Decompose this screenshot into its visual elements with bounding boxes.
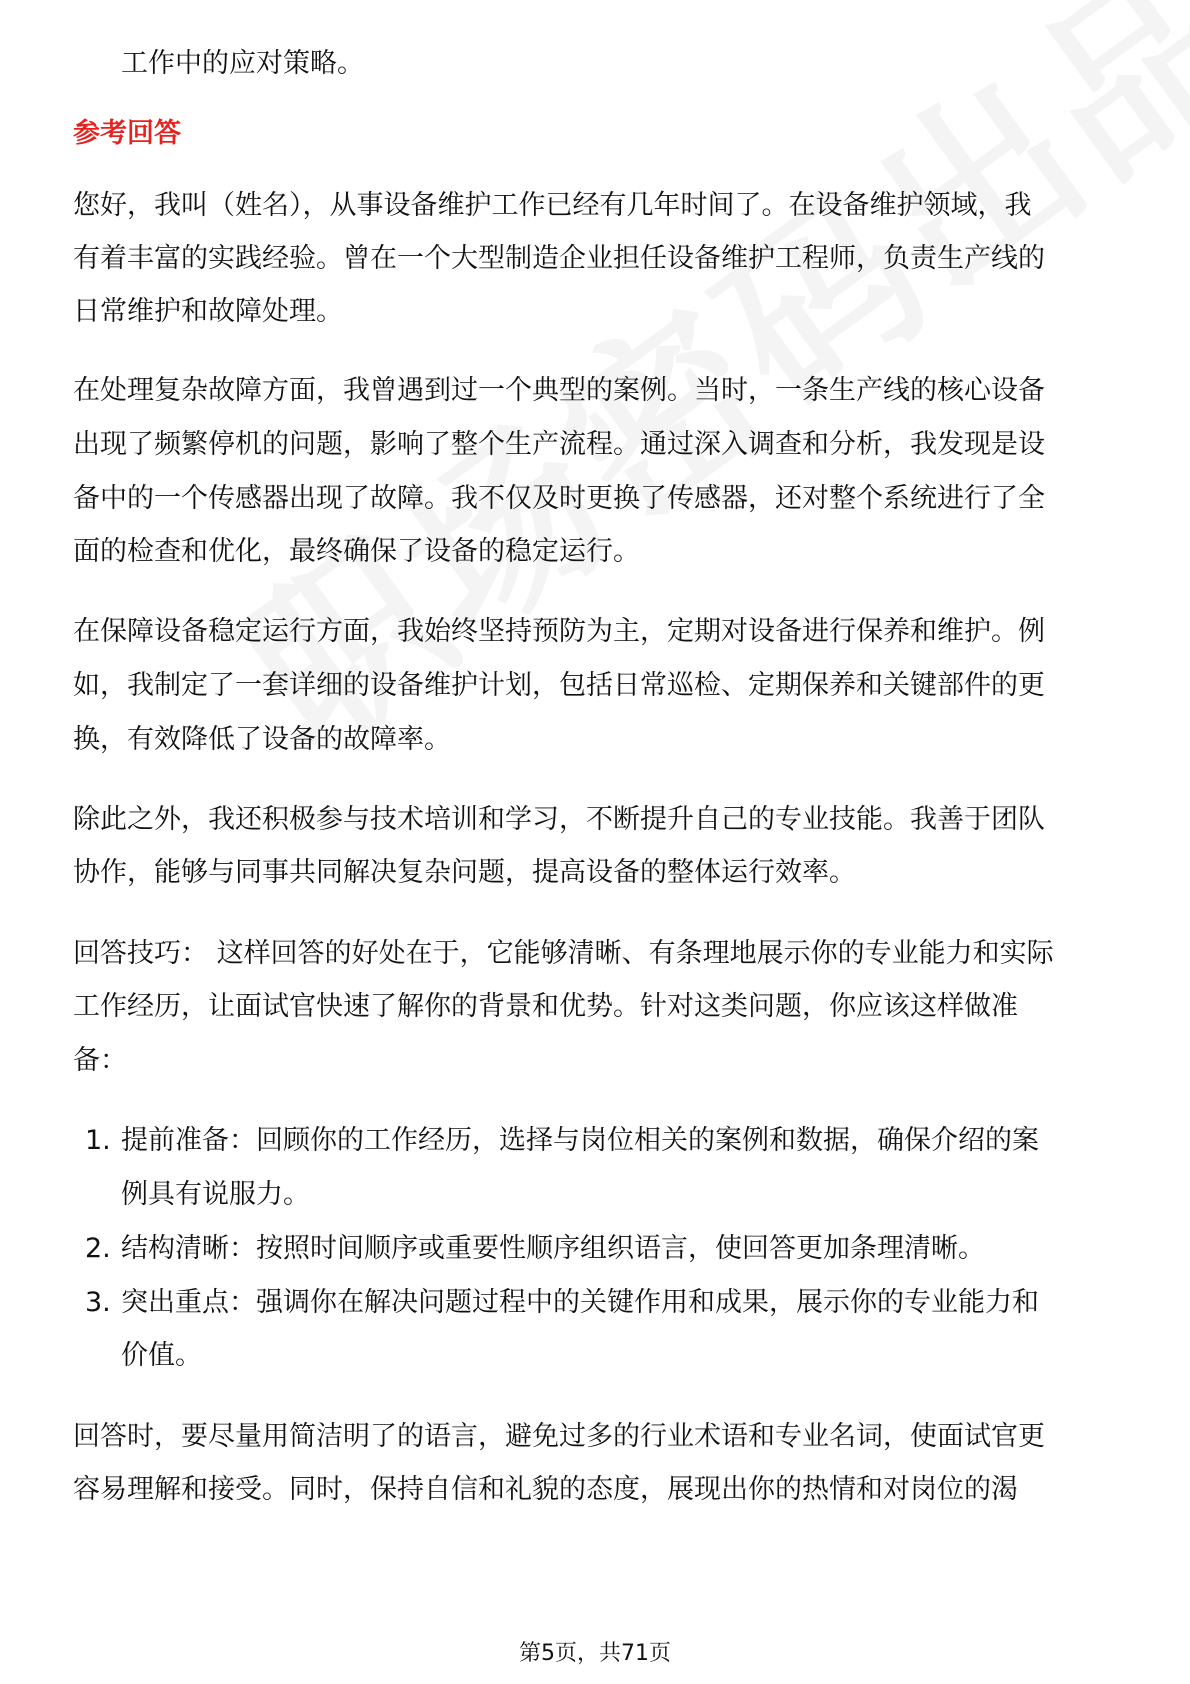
tips-line-1: 回答技巧： 这样回答的好处在于，它能够清晰、有条理地展示你的专业能力和实际 [73,938,1054,969]
page-footer: 第5页，共71页 [519,1641,671,1666]
paragraph-3-line-1: 在保障设备稳定运行方面，我始终坚持预防为主，定期对设备进行保养和维护。例 [73,616,1045,647]
paragraph-2-line-1: 在处理复杂故障方面，我曾遇到过一个典型的案例。当时，一条生产线的核心设备 [73,375,1045,406]
paragraph-2-line-2: 出现了频繁停机的问题，影响了整个生产流程。通过深入调查和分析，我发现是设 [73,429,1045,460]
tips-line-3: 备： [73,1045,127,1076]
paragraph-1-line-1: 您好，我叫（姓名），从事设备维护工作已经有几年时间了。在设备维护领域，我 [73,190,1032,221]
section-title: 参考回答 [73,118,181,149]
paragraph-4-line-2: 协作，能够与同事共同解决复杂问题，提高设备的整体运行效率。 [73,857,856,888]
list-item-1-line-1: 提前准备：回顾你的工作经历，选择与岗位相关的案例和数据，确保介绍的案 [121,1125,1039,1156]
list-number-2: 2. [85,1233,111,1264]
list-item-3-line-2: 价值。 [121,1340,202,1371]
paragraph-1-line-3: 日常维护和故障处理。 [73,296,343,327]
list-number-3: 3. [85,1287,111,1318]
closing-line-1: 回答时，要尽量用简洁明了的语言，避免过多的行业术语和专业名词，使面试官更 [73,1421,1045,1452]
list-item-1-line-2: 例具有说服力。 [121,1179,310,1210]
paragraph-2-line-3: 备中的一个传感器出现了故障。我不仅及时更换了传感器，还对整个系统进行了全 [73,483,1045,514]
paragraph-2-line-4: 面的检查和优化，最终确保了设备的稳定运行。 [73,536,640,567]
list-item-2-line-1: 结构清晰：按照时间顺序或重要性顺序组织语言，使回答更加条理清晰。 [121,1233,985,1264]
paragraph-4-line-1: 除此之外，我还积极参与技术培训和学习，不断提升自己的专业技能。我善于团队 [73,804,1045,835]
tips-line-2: 工作经历，让面试官快速了解你的背景和优势。针对这类问题，你应该这样做准 [73,991,1018,1022]
list-item-3-line-1: 突出重点：强调你在解决问题过程中的关键作用和成果，展示你的专业能力和 [121,1287,1039,1318]
paragraph-3-line-2: 如，我制定了一套详细的设备维护计划，包括日常巡检、定期保养和关键部件的更 [73,670,1045,701]
intro-tail: 工作中的应对策略。 [121,48,364,79]
paragraph-1-line-2: 有着丰富的实践经验。曾在一个大型制造企业担任设备维护工程师，负责生产线的 [73,243,1045,274]
list-number-1: 1. [85,1125,111,1156]
paragraph-3-line-3: 换，有效降低了设备的故障率。 [73,724,451,755]
closing-line-2: 容易理解和接受。同时，保持自信和礼貌的态度，展现出你的热情和对岗位的渴 [73,1474,1018,1505]
